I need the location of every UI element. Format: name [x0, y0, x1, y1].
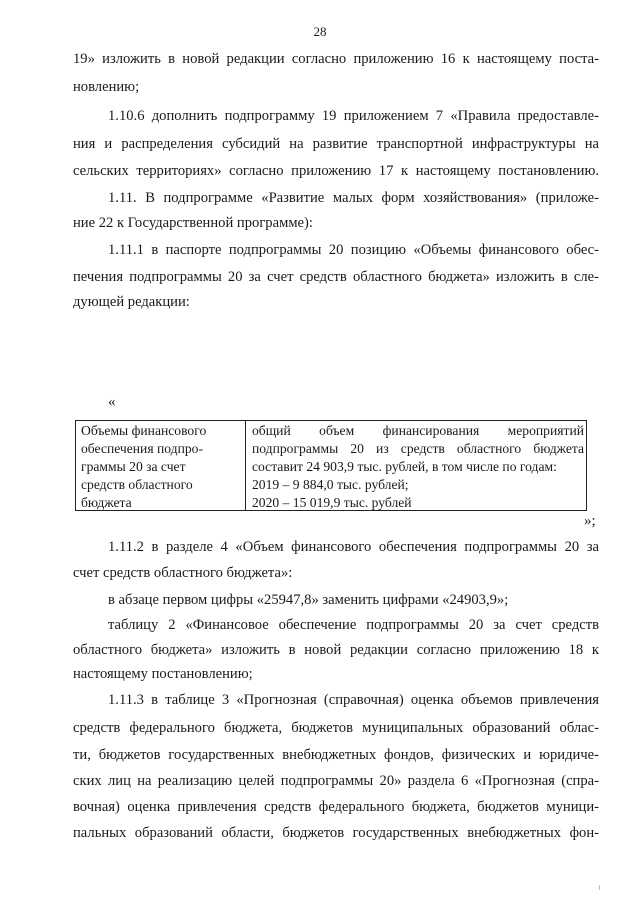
- text-line: 1.11.2 в разделе 4 «Объем финансового обеспечения подпрограммы 20 за: [108, 539, 599, 555]
- table-divider: [245, 421, 246, 510]
- table-cell-line: подпрограммы 20 из средств областного бюджета: [252, 441, 584, 456]
- table-cell-line: бюджета: [81, 495, 132, 510]
- text-line: ских лиц на реализацию целей подпрограммы 20» раздела 6 «Прогнозная (спра-: [73, 773, 599, 789]
- closing-quote: »;: [584, 513, 596, 529]
- table-cell-line: граммы 20 за счет: [81, 459, 186, 474]
- text-line: средств федерального бюджета, бюджетов муниципальных образований облас-: [73, 720, 599, 736]
- table-cell-line: обеспечения подпро-: [81, 441, 203, 456]
- text-line: 1.11.3 в таблице 3 «Прогнозная (справочная) оценка объемов привлечения: [108, 692, 599, 708]
- financing-table: [75, 420, 587, 511]
- text-line: печения подпрограммы 20 за счет средств областного бюджета» изложить в сле-: [73, 269, 599, 285]
- table-cell-line: общий объем финансирования мероприятий: [252, 423, 584, 438]
- text-line: новлению;: [73, 79, 140, 95]
- text-line: областного бюджета» изложить в новой редакции согласно приложению 18 к: [73, 642, 599, 658]
- table-cell-value: [252, 422, 584, 512]
- text-line: 1.10.6 дополнить подпрограмму 19 приложением 7 «Правила предоставле-: [108, 108, 599, 124]
- text-line: дующей редакции:: [73, 294, 190, 310]
- text-line: в абзаце первом цифры «25947,8» заменить цифрами «24903,9»;: [108, 592, 509, 608]
- text-line: ние 22 к Государственной программе):: [73, 215, 313, 231]
- text-line: таблицу 2 «Финансовое обеспечение подпрограммы 20 за счет средств: [108, 617, 599, 633]
- page-number: 28: [313, 24, 327, 39]
- text-line: вочная) оценка привлечения средств федерального бюджета, бюджетов муници-: [73, 799, 599, 815]
- text-line: 1.11. В подпрограмме «Развитие малых форм хозяйствования» (приложе-: [108, 190, 599, 206]
- text-line: сельских территориях» согласно приложению 17 к настоящему постановлению.: [73, 163, 599, 179]
- table-cell-label: [81, 422, 241, 512]
- text-line: 19» изложить в новой редакции согласно приложению 16 к настоящему поста-: [73, 51, 599, 67]
- table-cell-line: 2020 – 15 019,9 тыс. рублей: [252, 495, 412, 510]
- table-cell-line: Объемы финансового: [81, 423, 207, 438]
- table-cell-line: 2019 – 9 884,0 тыс. рублей;: [252, 477, 409, 492]
- text-line: 1.11.1 в паспорте подпрограммы 20 позицию «Объемы финансового обес-: [108, 242, 599, 258]
- text-line: ния и распределения субсидий на развитие транспортной инфраструктуры на: [73, 136, 599, 152]
- table-cell-line: составит 24 903,9 тыс. рублей, в том числе по годам:: [252, 459, 557, 474]
- table-cell-line: средств областного: [81, 477, 193, 492]
- scan-mark: [599, 885, 600, 890]
- text-line: ти, бюджетов государственных внебюджетных фондов, физических и юридиче-: [73, 747, 599, 763]
- text-line: настоящему постановлению;: [73, 666, 253, 682]
- text-line: пальных образований области, бюджетов государственных внебюджетных фон-: [73, 825, 599, 841]
- opening-quote: «: [108, 394, 116, 410]
- text-line: счет средств областного бюджета»:: [73, 565, 293, 581]
